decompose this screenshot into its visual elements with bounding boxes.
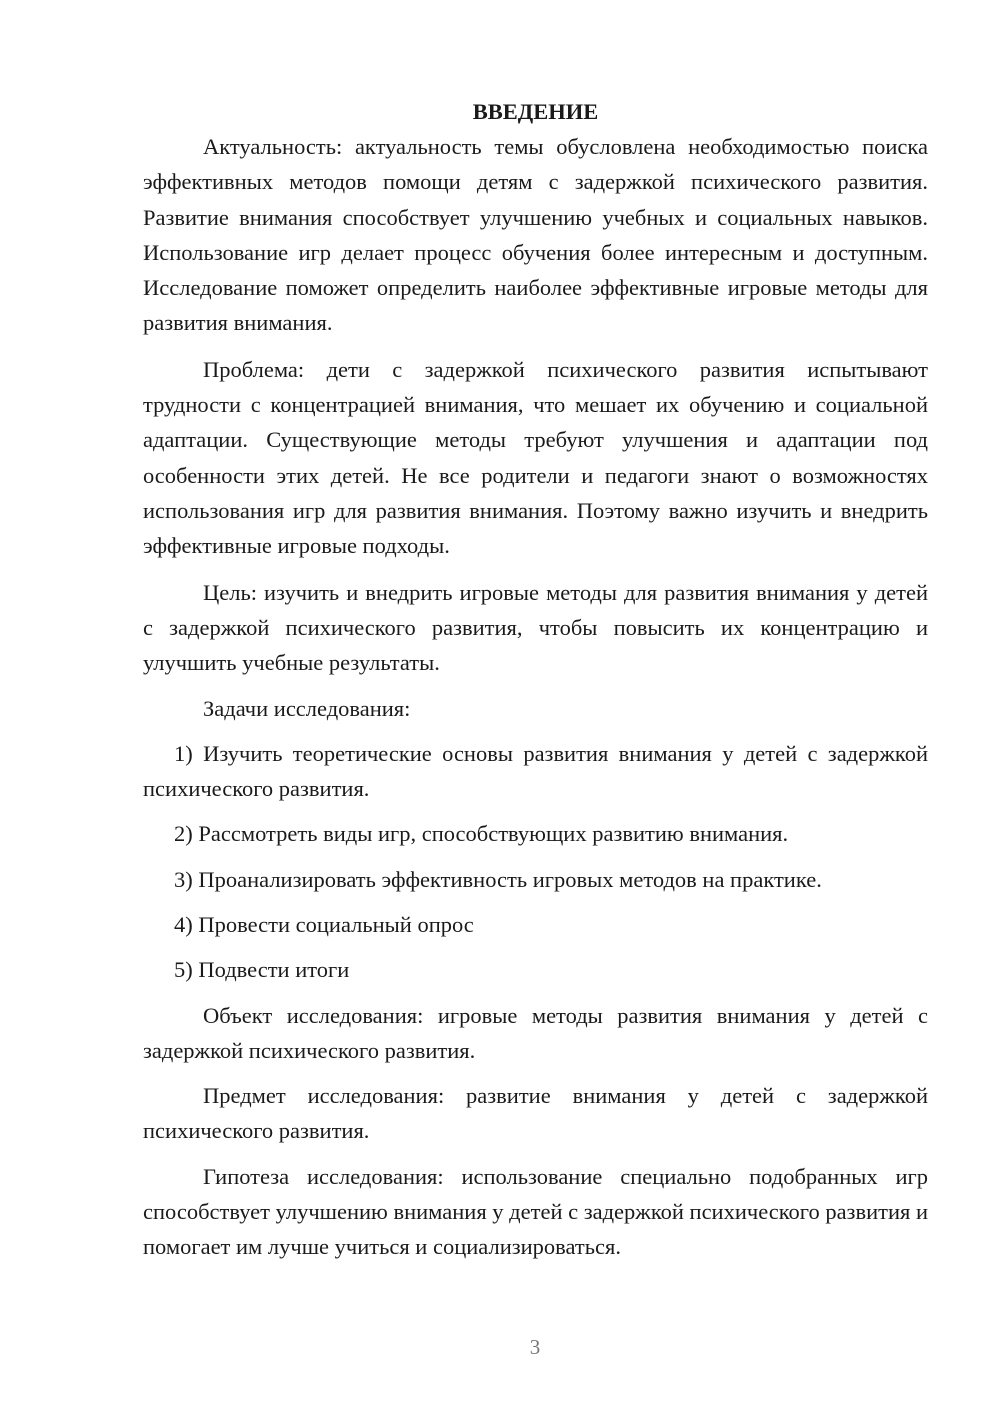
paragraph-relevance: Актуальность: актуальность темы обусловлена необходимостью поиска эффективных методов помощи детям с задержкой психического развития. Развитие внимания способствует улучшению учебных и социальных навыков. Использование игр делает процесс обучения более интересным и доступным. Исследование поможет определить наиболее эффективные игровые методы для развития внимания. <box>143 134 928 336</box>
page-number: 3 <box>529 1335 541 1359</box>
list-item-task-2: 2) Рассмотреть виды игр, способствующих развитию внимания. <box>174 821 789 847</box>
paragraph-hypothesis: Гипотеза исследования: использование специально подобранных игр способствует улучшению внимания у детей с задержкой психического развития и помогает им лучше учиться и социализироваться. <box>143 1163 928 1260</box>
document-body <box>143 94 928 1265</box>
list-item-task-4: 4) Провести социальный опрос <box>174 911 474 937</box>
page-title: ВВЕДЕНИЕ <box>472 99 599 124</box>
paragraph-object: Объект исследования: игровые методы развития внимания у детей с задержкой психического развития. <box>143 1002 928 1063</box>
list-item-task-3: 3) Проанализировать эффективность игровых методов на практике. <box>174 866 822 892</box>
tasks-heading: Задачи исследования: <box>203 696 411 722</box>
paragraph-subject: Предмет исследования: развитие внимания у детей с задержкой психического развития. <box>143 1083 928 1144</box>
list-item-task-1: 1) Изучить теоретические основы развития внимания у детей с задержкой психического развития. <box>143 740 928 802</box>
list-item-task-5: 5) Подвести итоги <box>174 957 350 983</box>
paragraph-goal: Цель: изучить и внедрить игровые методы для развития внимания у детей с задержкой психического развития, чтобы повысить их концентрацию и улучшить учебные результаты. <box>143 579 928 676</box>
paragraph-problem: Проблема: дети с задержкой психического развития испытывают трудности с концентрацией внимания, что мешает их обучению и социальной адаптации. Существующие методы требуют улучшения и адаптации под особенности этих детей. Не все родители и педагоги знают о возможностях использования игр для развития внимания. Поэтому важно изучить и внедрить эффективные игровые подходы. <box>143 356 928 559</box>
